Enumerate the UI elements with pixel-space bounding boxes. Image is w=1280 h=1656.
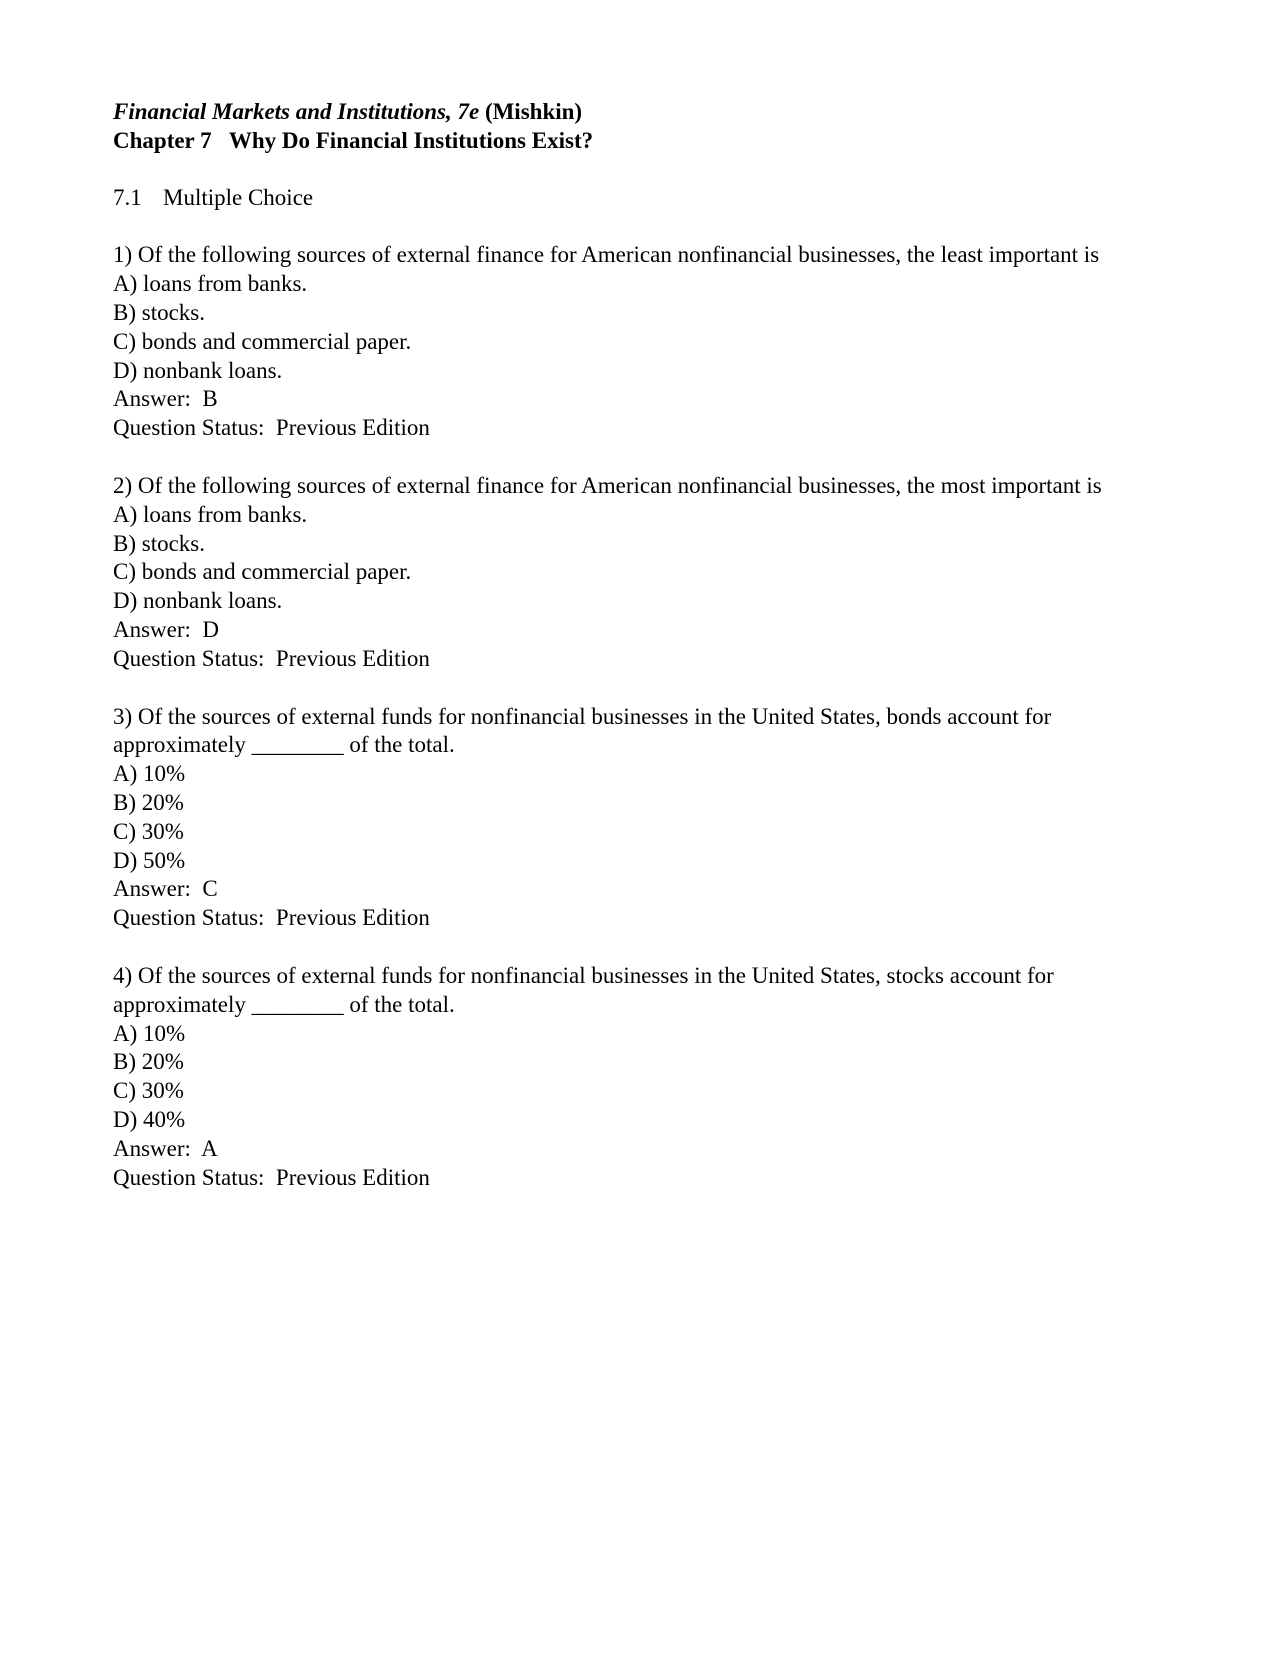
option-d: D) 40% [113,1106,186,1132]
chapter-label: Chapter 7 [113,127,212,153]
book-title-line [113,98,1173,127]
chapter-heading [113,127,1173,156]
question-3 [113,703,1173,933]
question-status: Question Status: Previous Edition [113,645,430,671]
section-title: Multiple Choice [163,184,314,210]
option-a: A) 10% [113,761,186,787]
option-d: D) nonbank loans. [113,357,283,383]
question-status: Question Status: Previous Edition [113,905,430,931]
option-c: C) bonds and commercial paper. [113,328,412,354]
question-status: Question Status: Previous Edition [113,1164,430,1190]
answer: Answer: C [113,876,218,902]
book-author: (Mishkin) [484,99,583,124]
answer: Answer: A [113,1135,218,1161]
option-d: D) 50% [113,847,186,873]
section-heading [113,184,1173,213]
chapter-title: Why Do Financial Institutions Exist? [228,127,594,153]
question-4 [113,962,1173,1192]
option-c: C) bonds and commercial paper. [113,559,412,585]
document-page [113,98,1173,1192]
answer: Answer: B [113,386,218,412]
question-stem: 2) Of the following sources of external finance for American nonfinancial businesses, the most important is [113,472,1102,498]
option-c: C) 30% [113,818,184,844]
option-d: D) nonbank loans. [113,588,283,614]
question-stem: 3) Of the sources of external funds for nonfinancial businesses in the United States, bonds account for approximately ________ of the total. [113,703,1058,758]
question-stem: 4) Of the sources of external funds for nonfinancial businesses in the United States, stocks account for approximately ________ of the total. [113,962,1060,1017]
option-a: A) loans from banks. [113,501,308,527]
option-a: A) loans from banks. [113,271,308,297]
option-c: C) 30% [113,1078,184,1104]
answer: Answer: D [113,616,220,642]
option-b: B) 20% [113,1049,184,1075]
question-2 [113,472,1173,674]
book-title: Financial Markets and Institutions, 7e [113,99,480,124]
section-number: 7.1 [113,184,142,210]
option-b: B) stocks. [113,299,205,325]
option-b: B) 20% [113,789,184,815]
option-a: A) 10% [113,1020,186,1046]
question-status: Question Status: Previous Edition [113,415,430,441]
option-b: B) stocks. [113,530,205,556]
question-stem: 1) Of the following sources of external finance for American nonfinancial businesses, the least important is [113,242,1100,268]
question-1 [113,241,1173,443]
